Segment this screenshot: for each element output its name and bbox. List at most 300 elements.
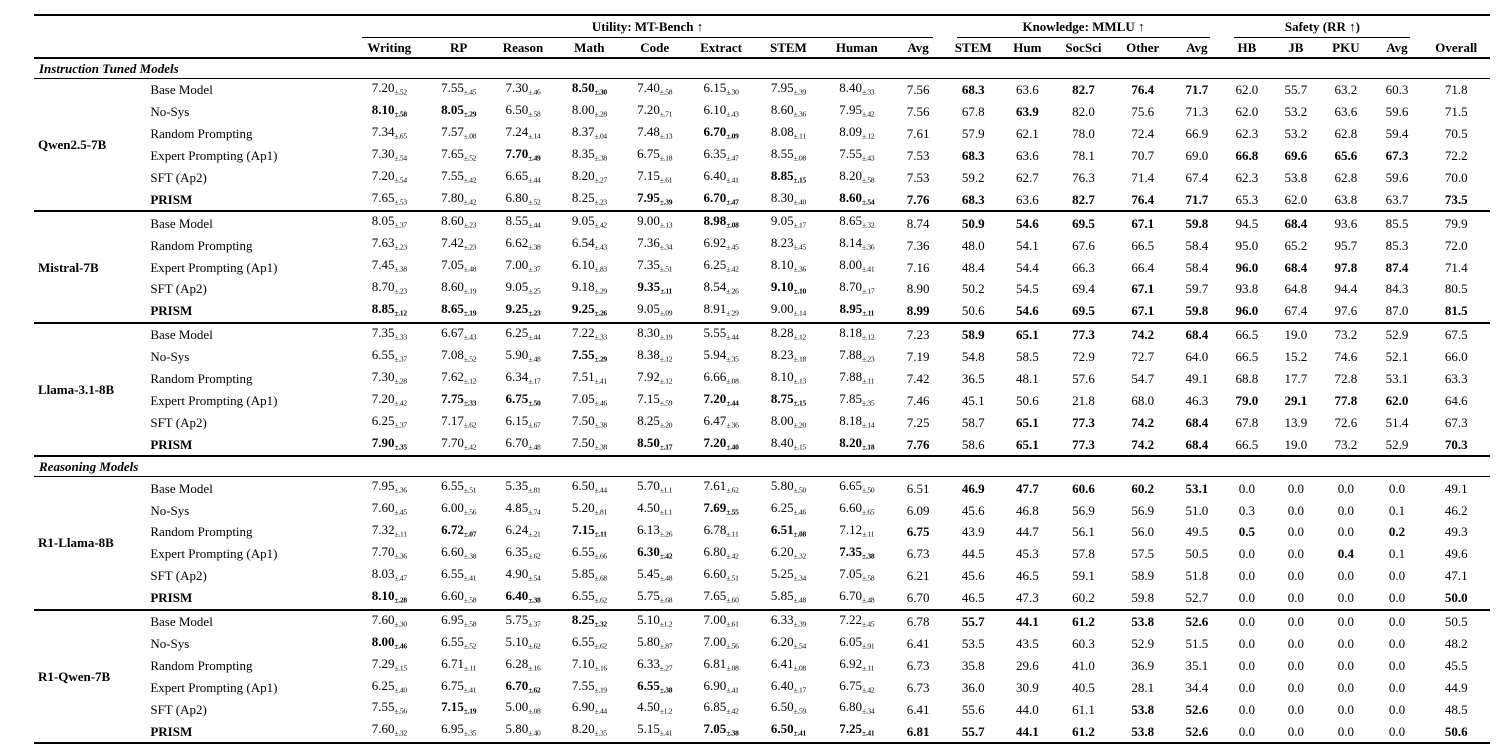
stddev-subscript: ±.11 (862, 529, 875, 539)
table-row (34, 543, 1490, 565)
value-cell: $6.71_{\pm.11}$ (441, 655, 477, 673)
value-cell: $7.65_{\pm.52}$ (441, 145, 477, 163)
value-cell: $5.35_{\pm.81}$ (505, 478, 541, 495)
value-cell: $5.70_{\pm 1.1}$ (637, 478, 673, 495)
value-cell: $8.65_{\pm.32}$ (822, 211, 891, 234)
value-cell: 73.2 (1320, 323, 1371, 346)
value-cell: 7.53 (906, 147, 930, 163)
value-cell: 44.7 (1015, 524, 1039, 540)
stddev-subscript: ±.19 (463, 286, 477, 296)
value-cell: $6.80_{\pm.52}$ (505, 189, 541, 207)
stddev-subscript: ±.23 (394, 242, 407, 252)
value-cell: 71.7 (1185, 191, 1209, 207)
value-cell: 72.4 (1131, 126, 1155, 142)
stddev-subscript: ±.41 (659, 728, 673, 738)
value-cell: $6.40_{\pm.38}$ (505, 587, 541, 605)
value-cell: $7.00_{\pm.56}$ (703, 633, 739, 651)
value-cell: $8.00_{\pm.41}$ (839, 257, 875, 274)
stddev-subscript: ±.71 (659, 109, 673, 119)
stddev-subscript: ±.58 (862, 573, 875, 583)
value-cell: 0.1 (1388, 546, 1406, 562)
stddev-subscript: ±.33 (594, 332, 607, 342)
value-cell: 54.6 (1002, 211, 1053, 234)
value-cell: 68.4 (1185, 414, 1209, 430)
variant-label: No-Sys (150, 349, 190, 365)
value-cell: 0.0 (1238, 568, 1255, 584)
stddev-subscript: ±.62 (594, 595, 607, 605)
variant-label: PRISM (150, 303, 193, 319)
value-cell: $8.85_{\pm.15}$ (770, 167, 806, 185)
benchmark-results-table (34, 14, 1490, 744)
value-cell: $8.40_{\pm.15}$ (770, 434, 806, 451)
value-cell: $9.05_{\pm.25}$ (505, 279, 541, 296)
value-cell: 54.5 (1015, 281, 1039, 297)
value-cell: 48.4 (961, 259, 985, 275)
stddev-subscript: ±.60 (726, 595, 739, 605)
value-cell: 70.7 (1131, 147, 1155, 163)
column-header: Writing (367, 40, 412, 55)
value-cell: $7.61_{\pm.62}$ (703, 478, 739, 495)
stddev-subscript: ±.54 (862, 197, 875, 207)
column-header: Code (640, 40, 670, 55)
value-cell: $8.75_{\pm.15}$ (770, 390, 806, 408)
value-cell: 96.0 (1235, 259, 1259, 275)
stddev-subscript: ±.12 (793, 332, 806, 342)
stddev-subscript: ±.26 (726, 286, 739, 296)
value-cell: 95.0 (1235, 237, 1259, 253)
value-cell: $8.03_{\pm.47}$ (371, 566, 407, 583)
value-cell: $6.50_{\pm.41}$ (770, 721, 806, 738)
column-header: STEM (769, 40, 807, 55)
value-cell: 60.6 (1072, 480, 1095, 496)
value-cell: $8.08_{\pm.11}$ (771, 123, 806, 141)
column-group-label: Safety (RR ↑) (1222, 15, 1422, 38)
stddev-subscript: ±.40 (726, 442, 739, 451)
value-cell: $6.50_{\pm.59}$ (770, 699, 806, 716)
value-cell: 45.6 (961, 568, 985, 584)
stddev-subscript: ±.17 (793, 220, 806, 230)
stddev-subscript: ±.52 (528, 197, 541, 207)
value-cell: $6.81_{\pm.08}$ (703, 655, 739, 673)
stddev-subscript: ±.33 (463, 398, 477, 408)
value-cell: $6.15_{\pm.30}$ (703, 80, 739, 97)
value-cell: $6.05_{\pm.91}$ (839, 633, 875, 651)
value-cell: $5.00_{\pm.08}$ (505, 699, 541, 716)
value-cell: 0.0 (1337, 480, 1354, 496)
model-name: R1-Llama-8B (38, 535, 114, 551)
value-cell: 50.5 (1422, 610, 1490, 633)
value-cell: 0.0 (1287, 480, 1304, 496)
value-cell: 54.7 (1131, 371, 1155, 387)
stddev-subscript: ±.04 (594, 131, 607, 141)
value-cell: 53.8 (1284, 169, 1308, 185)
stddev-subscript: ±.08 (726, 376, 739, 386)
value-cell: $8.85_{\pm.12}$ (371, 301, 407, 318)
value-cell: 66.5 (1222, 323, 1271, 346)
value-cell: $8.00_{\pm.28}$ (571, 101, 607, 119)
value-cell: 0.0 (1388, 657, 1406, 673)
value-cell: 63.2 (1334, 82, 1358, 98)
stddev-subscript: ±.37 (394, 354, 407, 364)
stddev-subscript: ±.18 (659, 153, 673, 163)
value-cell: $9.05_{\pm.42}$ (557, 211, 622, 234)
value-cell: 73.5 (1444, 191, 1468, 207)
value-cell: 72.6 (1334, 414, 1358, 430)
value-cell: 59.8 (1171, 211, 1222, 234)
stddev-subscript: ±.81 (528, 485, 541, 495)
value-cell: 43.5 (1015, 636, 1039, 651)
column-header: SocSci (1065, 40, 1102, 55)
stddev-subscript: ±.14 (793, 308, 806, 318)
value-cell: $7.65_{\pm.53}$ (371, 189, 407, 207)
variant-label: Expert Prompting (Ap1) (150, 679, 278, 695)
value-cell: 0.0 (1287, 590, 1304, 606)
value-cell: 53.1 (1385, 371, 1409, 387)
value-cell: $7.20_{\pm.42}$ (371, 390, 407, 408)
value-cell: 56.1 (1072, 524, 1095, 540)
variant-label: Random Prompting (150, 237, 253, 253)
table-row (34, 323, 1490, 346)
value-cell: $7.30_{\pm.54}$ (371, 145, 407, 163)
stddev-subscript: ±1.1 (659, 507, 673, 517)
value-cell: 53.5 (961, 636, 985, 651)
value-cell: 63.8 (1334, 191, 1358, 207)
value-cell: $7.15_{\pm.61}$ (637, 167, 673, 185)
stddev-subscript: ±.48 (463, 264, 477, 274)
value-cell: $6.75_{\pm.42}$ (839, 677, 875, 695)
value-cell: $7.17_{\pm.62}$ (441, 412, 477, 430)
stddev-subscript: ±.15 (793, 175, 806, 185)
value-cell: 97.8 (1334, 259, 1358, 275)
stddev-subscript: ±.16 (594, 663, 607, 673)
stddev-subscript: ±.62 (528, 685, 541, 695)
value-cell: $4.50_{\pm 1.2}$ (637, 699, 673, 716)
value-cell: 67.1 (1114, 211, 1171, 234)
value-cell: 67.1 (1131, 281, 1155, 297)
value-cell: 44.9 (1444, 679, 1468, 695)
stddev-subscript: ±.30 (394, 619, 407, 629)
stddev-subscript: ±.15 (793, 398, 806, 408)
table-row (34, 101, 1490, 123)
value-cell: $6.67_{\pm.43}$ (428, 323, 489, 346)
stddev-subscript: ±.44 (528, 175, 541, 185)
value-cell: $8.10_{\pm.28}$ (371, 587, 407, 605)
value-cell: 95.7 (1334, 237, 1358, 253)
value-cell: 7.16 (906, 259, 930, 275)
value-cell: 46.8 (1015, 502, 1039, 518)
table-row (34, 368, 1490, 390)
value-cell: $6.25_{\pm.37}$ (371, 412, 407, 430)
stddev-subscript: ±.39 (793, 619, 806, 629)
value-cell: 62.0 (1235, 82, 1259, 98)
value-cell: 6.73 (906, 679, 930, 695)
value-cell: $7.55_{\pm.42}$ (441, 167, 477, 185)
value-cell: $7.36_{\pm.34}$ (637, 235, 673, 252)
value-cell: 0.0 (1388, 636, 1406, 651)
variant-label: SFT (Ap2) (150, 169, 207, 185)
stddev-subscript: ±.09 (659, 308, 673, 318)
stddev-subscript: ±.34 (793, 573, 806, 583)
table-row (34, 346, 1490, 368)
value-cell: 51.8 (1185, 568, 1209, 584)
section-title: Reasoning Models (34, 456, 1490, 477)
stddev-subscript: ±.54 (528, 573, 541, 583)
table-row (34, 655, 1490, 677)
value-cell: 63.7 (1385, 191, 1409, 207)
value-cell: 36.5 (961, 371, 985, 387)
table-row (34, 587, 1490, 610)
value-cell: 47.1 (1444, 568, 1468, 584)
table-row (34, 256, 1490, 278)
stddev-subscript: ±.12 (862, 332, 875, 342)
stddev-subscript: ±.42 (726, 551, 739, 561)
stddev-subscript: ±.46 (793, 507, 806, 517)
value-cell: 53.8 (1114, 610, 1171, 633)
value-cell: 51.5 (1185, 636, 1209, 651)
value-cell: $7.35_{\pm.38}$ (839, 544, 875, 561)
stddev-subscript: ±.52 (463, 354, 477, 364)
variant-label: SFT (Ap2) (150, 701, 207, 717)
value-cell: 51.4 (1385, 414, 1409, 430)
value-cell: 62.0 (1385, 392, 1409, 408)
stddev-subscript: ±.18 (862, 442, 875, 451)
value-cell: $4.50_{\pm 1.1}$ (637, 500, 673, 517)
value-cell: $7.29_{\pm.15}$ (371, 655, 407, 673)
stddev-subscript: ±.49 (528, 153, 541, 163)
value-cell: 46.5 (1015, 568, 1039, 584)
stddev-subscript: ±.58 (463, 595, 477, 605)
stddev-subscript: ±.62 (528, 641, 541, 651)
value-cell: 85.3 (1385, 237, 1409, 253)
value-cell: $6.70_{\pm.47}$ (703, 189, 739, 207)
value-cell: 65.3 (1235, 191, 1259, 207)
stddev-subscript: ±.11 (862, 663, 875, 673)
value-cell: 40.5 (1072, 679, 1095, 695)
value-cell: 0.0 (1337, 701, 1354, 717)
variant-label: Base Model (148, 323, 350, 346)
value-cell: 45.6 (961, 502, 985, 518)
value-cell: $9.25_{\pm.26}$ (571, 301, 607, 318)
value-cell: 29.1 (1284, 392, 1308, 408)
stddev-subscript: ±.08 (528, 706, 541, 716)
value-cell: 67.6 (1072, 237, 1095, 253)
stddev-subscript: ±.26 (659, 529, 673, 539)
stddev-subscript: ±.32 (394, 728, 407, 738)
value-cell: 66.4 (1131, 259, 1155, 275)
value-cell: 72.7 (1131, 349, 1155, 365)
value-cell: $7.35_{\pm.51}$ (637, 257, 673, 274)
model-name: R1-Qwen-7B (34, 610, 148, 743)
value-cell: 0.0 (1337, 590, 1354, 606)
value-cell: 54.1 (1015, 237, 1039, 253)
stddev-subscript: ±.15 (793, 442, 806, 451)
stddev-subscript: ±.55 (726, 507, 739, 517)
value-cell: 0.2 (1388, 524, 1406, 540)
stddev-subscript: ±.44 (594, 706, 607, 716)
value-cell: $7.22_{\pm.45}$ (822, 610, 891, 633)
value-cell: 53.1 (1185, 480, 1209, 496)
value-cell: $8.00_{\pm.20}$ (770, 412, 806, 430)
value-cell: $7.60_{\pm.30}$ (350, 610, 428, 633)
value-cell: 74.2 (1131, 436, 1155, 452)
stddev-subscript: ±.54 (793, 641, 806, 651)
value-cell: 72.2 (1444, 147, 1468, 163)
value-cell: 63.6 (1015, 82, 1039, 98)
value-cell: 87.4 (1385, 259, 1409, 275)
stddev-subscript: ±.42 (594, 220, 607, 230)
value-cell: $8.55_{\pm.08}$ (770, 145, 806, 163)
value-cell: 65.1 (1015, 436, 1039, 452)
stddev-subscript: ±.41 (726, 685, 739, 695)
table-row (34, 434, 1490, 457)
value-cell: 7.46 (906, 392, 930, 408)
stddev-subscript: ±.19 (659, 332, 673, 342)
column-header: Avg (1386, 40, 1408, 55)
value-cell: 0.0 (1238, 590, 1255, 606)
value-cell: 0.5 (1238, 524, 1255, 540)
value-cell: $9.25_{\pm.23}$ (505, 301, 541, 318)
stddev-subscript: ±.47 (394, 573, 407, 583)
value-cell: 0.0 (1337, 502, 1354, 518)
variant-label: SFT (Ap2) (150, 414, 207, 430)
stddev-subscript: ±.41 (463, 573, 477, 583)
stddev-subscript: ±.38 (594, 420, 607, 430)
stddev-subscript: ±.44 (528, 332, 541, 342)
value-cell: $7.12_{\pm.11}$ (839, 522, 875, 539)
stddev-subscript: ±.19 (594, 685, 607, 695)
stddev-subscript: ±.91 (862, 641, 875, 651)
value-cell: 7.61 (906, 126, 930, 142)
value-cell: $6.50_{\pm.58}$ (505, 101, 541, 119)
value-cell: $7.70_{\pm.36}$ (371, 544, 407, 561)
value-cell: 66.5 (1235, 436, 1259, 452)
stddev-subscript: ±.38 (726, 728, 739, 738)
variant-label: No-Sys (150, 104, 190, 120)
value-cell: 82.7 (1072, 191, 1095, 207)
variant-label: PRISM (150, 590, 193, 606)
table-row (34, 521, 1490, 543)
value-cell: 7.42 (906, 371, 930, 387)
value-cell: 41.0 (1072, 657, 1095, 673)
value-cell: $6.25_{\pm.44}$ (489, 323, 556, 346)
stddev-subscript: ±.10 (793, 286, 806, 296)
value-cell: $5.94_{\pm.35}$ (703, 346, 739, 364)
value-cell: 0.0 (1238, 701, 1255, 717)
value-cell: 46.5 (961, 590, 985, 606)
variant-label: Random Prompting (150, 657, 253, 673)
value-cell: $7.15_{\pm.59}$ (637, 390, 673, 408)
value-cell: 67.4 (1284, 303, 1308, 319)
value-cell: 65.6 (1334, 147, 1358, 163)
value-cell: 93.6 (1320, 211, 1371, 234)
value-cell: 47.3 (1015, 590, 1039, 606)
value-cell: $6.40_{\pm.41}$ (703, 167, 739, 185)
stddev-subscript: ±.58 (862, 175, 875, 185)
value-cell: 79.9 (1422, 211, 1490, 234)
column-header: STEM (954, 40, 992, 55)
stddev-subscript: ±.39 (793, 87, 806, 97)
stddev-subscript: ±.23 (528, 308, 541, 318)
value-cell: $9.05_{\pm.09}$ (637, 301, 673, 318)
value-cell: 53.8 (1131, 701, 1155, 717)
value-cell: 6.70 (906, 590, 930, 606)
value-cell: $7.88_{\pm.23}$ (839, 346, 875, 364)
value-cell: 59.6 (1385, 169, 1409, 185)
value-cell: 44.1 (1015, 723, 1039, 739)
value-cell: 65.1 (1002, 323, 1053, 346)
value-cell: $7.51_{\pm.41}$ (571, 368, 607, 386)
table-row (34, 499, 1490, 521)
value-cell: 94.4 (1334, 281, 1358, 297)
value-cell: $6.10_{\pm.43}$ (703, 101, 739, 119)
stddev-subscript: ±.13 (659, 131, 673, 141)
stddev-subscript: ±.58 (659, 87, 673, 97)
value-cell: 55.6 (961, 701, 985, 717)
value-cell: 59.8 (1131, 590, 1155, 606)
value-cell: $7.85_{\pm.35}$ (839, 390, 875, 408)
value-cell: 67.3 (1444, 414, 1468, 430)
value-cell: $5.10_{\pm.62}$ (505, 633, 541, 651)
value-cell: $7.90_{\pm.35}$ (371, 434, 407, 451)
stddev-subscript: ±.44 (528, 220, 541, 230)
stddev-subscript: ±.32 (793, 551, 806, 561)
value-cell: 58.5 (1015, 349, 1039, 365)
value-cell: $7.30_{\pm.28}$ (371, 368, 407, 386)
value-cell: 44.1 (1002, 610, 1053, 633)
stddev-subscript: ±.11 (594, 529, 607, 539)
value-cell: 71.4 (1444, 259, 1468, 275)
value-cell: 36.9 (1131, 657, 1155, 673)
value-cell: $6.80_{\pm.42}$ (703, 544, 739, 561)
value-cell: $5.80_{\pm.40}$ (505, 721, 541, 738)
value-cell: $7.92_{\pm.12}$ (637, 368, 673, 386)
stddev-subscript: ±.41 (793, 728, 806, 738)
value-cell: 79.0 (1235, 392, 1259, 408)
value-cell: 58.6 (961, 436, 985, 452)
variant-label: Base Model (150, 480, 213, 496)
value-cell: $8.30_{\pm.40}$ (770, 189, 806, 207)
value-cell: $7.55_{\pm.56}$ (371, 699, 407, 716)
value-cell: 85.5 (1371, 211, 1422, 234)
value-cell: 19.0 (1271, 323, 1320, 346)
value-cell: $6.55_{\pm.66}$ (571, 544, 607, 561)
value-cell: 48.5 (1444, 701, 1468, 717)
value-cell: $8.28_{\pm.12}$ (755, 323, 822, 346)
stddev-subscript: ±.45 (394, 507, 407, 517)
value-cell: 50.0 (1444, 590, 1468, 606)
value-cell: $6.60_{\pm.51}$ (703, 566, 739, 583)
stddev-subscript: ±.32 (594, 619, 607, 629)
value-cell: 59.1 (1072, 568, 1095, 584)
stddev-subscript: ±.35 (862, 398, 875, 408)
value-cell: $7.95_{\pm.36}$ (371, 478, 407, 495)
value-cell: 59.4 (1385, 126, 1409, 142)
value-cell: 0.0 (1337, 723, 1354, 739)
value-cell: $6.40_{\pm.17}$ (770, 677, 806, 695)
stddev-subscript: ±.18 (793, 354, 806, 364)
value-cell: 84.3 (1385, 281, 1409, 297)
value-cell: 0.0 (1287, 524, 1304, 540)
stddev-subscript: ±.20 (793, 420, 806, 430)
value-cell: 47.7 (1015, 480, 1039, 496)
value-cell: $6.20_{\pm.54}$ (770, 633, 806, 651)
value-cell: 96.0 (1235, 303, 1259, 319)
value-cell: 67.8 (1235, 414, 1259, 430)
value-cell: 52.7 (1185, 590, 1209, 606)
value-cell: $7.65_{\pm.60}$ (703, 587, 739, 605)
stddev-subscript: ±.43 (862, 153, 875, 163)
stddev-subscript: ±.87 (659, 641, 673, 651)
